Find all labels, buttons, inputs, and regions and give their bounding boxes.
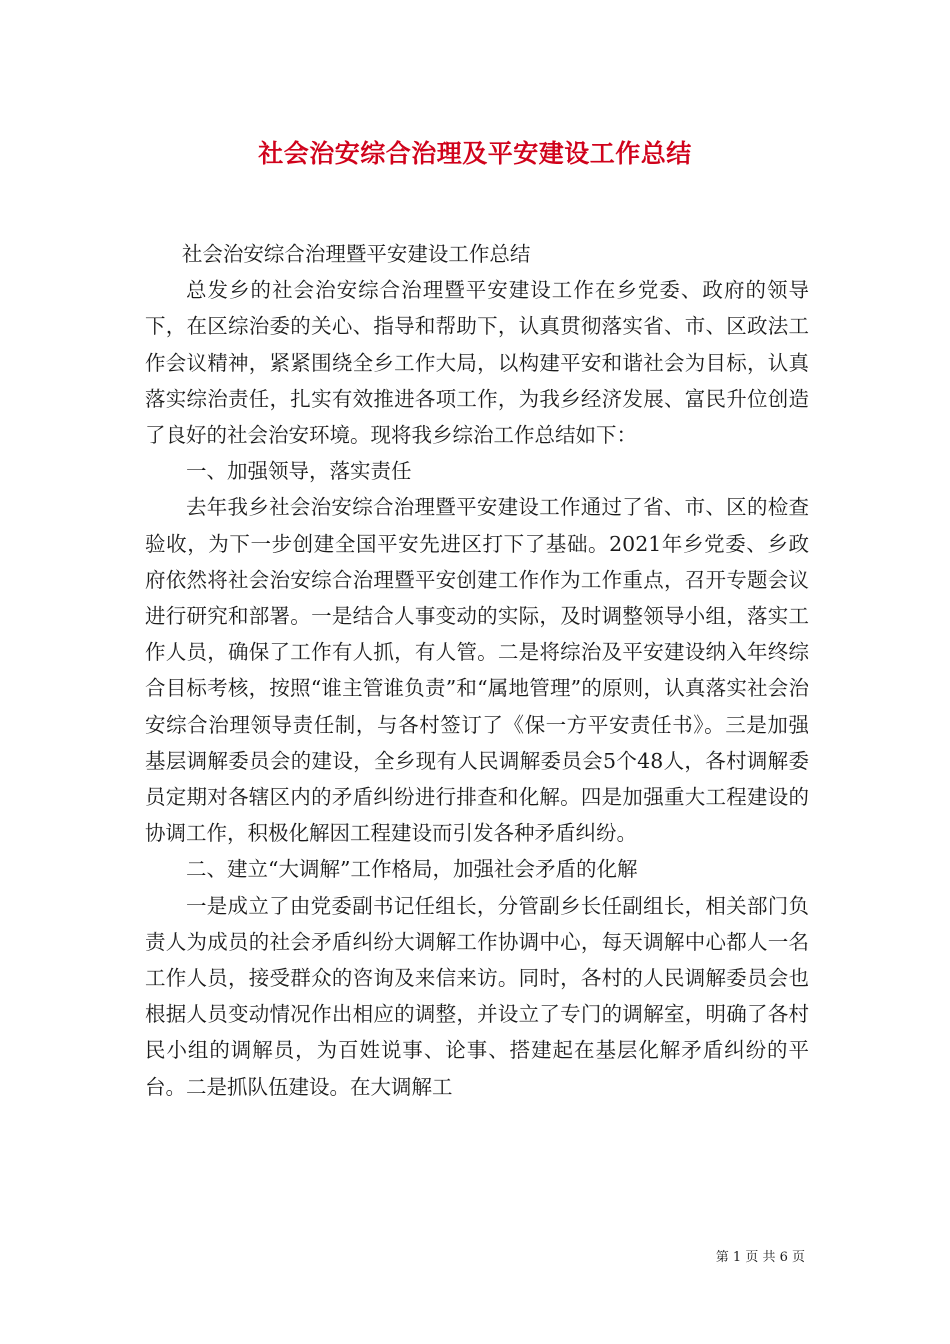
document-title: 社会治安综合治理及平安建设工作总结: [258, 139, 692, 168]
section-2-paragraph: 一是成立了由党委副书记任组长，分管副乡长任副组长，相关部门负责人为成员的社会矛盾纠纷大调解工作协调中心，每天调解中心都人一名工作人员，接受群众的咨询及来信来访。同时，各村的人民调解委员会也根据人员变动情况作出相应的调整，并设立了专门的调解室，明确了各村民小组的调解员，为百姓说事、论事、搭建起在基层化解矛盾纠纷的平台。二是抓队伍建设。在大调解工: [145, 893, 809, 1099]
page-number-footer: 第 1 页 共 6 页: [715, 1250, 805, 1265]
section-1-paragraph: 去年我乡社会治安综合治理暨平安建设工作通过了省、市、区的检查验收，为下一步创建全国平安先进区打下了基础。2021年乡党委、乡政府依然将社会治安综合治理暨平安创建工作作为工作重点，召开专题会议进行研究和部署。一是结合人事变动的实际，及时调整领导小组，落实工作人员，确保了工作有人抓，有人管。二是将综治及平安建设纳入年终综合目标考核，按照“谁主管谁负责”和“属地管理”的原则，认真落实社会治安综合治理领导责任制，与各村签订了《保一方平安责任书》。三是加强基层调解委员会的建设，全乡现有人民调解委员会5个48人，各村调解委员定期对各辖区内的矛盾纠纷进行排查和化解。四是加强重大工程建设的协调工作，积极化解因工程建设而引发各种矛盾纠纷。: [145, 495, 809, 846]
section-heading-2: 二、建立“大调解”工作格局，加强社会矛盾的化解: [186, 857, 638, 882]
subtitle-paragraph: 社会治安综合治理暨平安建设工作总结: [181, 242, 531, 266]
document-body: [145, 236, 809, 1105]
intro-paragraph: 总发乡的社会治安综合治理暨平安建设工作在乡党委、政府的领导下，在区综治委的关心、指导和帮助下，认真贯彻落实省、市、区政法工作会议精神，紧紧围绕全乡工作大局，以构建平安和谐社会为目标，认真落实综治责任，扎实有效推进各项工作，为我乡经济发展、富民升位创造了良好的社会治安环境。现将我乡综治工作总结如下：: [145, 278, 809, 448]
section-heading-1: 一、加强领导，落实责任: [186, 459, 412, 484]
